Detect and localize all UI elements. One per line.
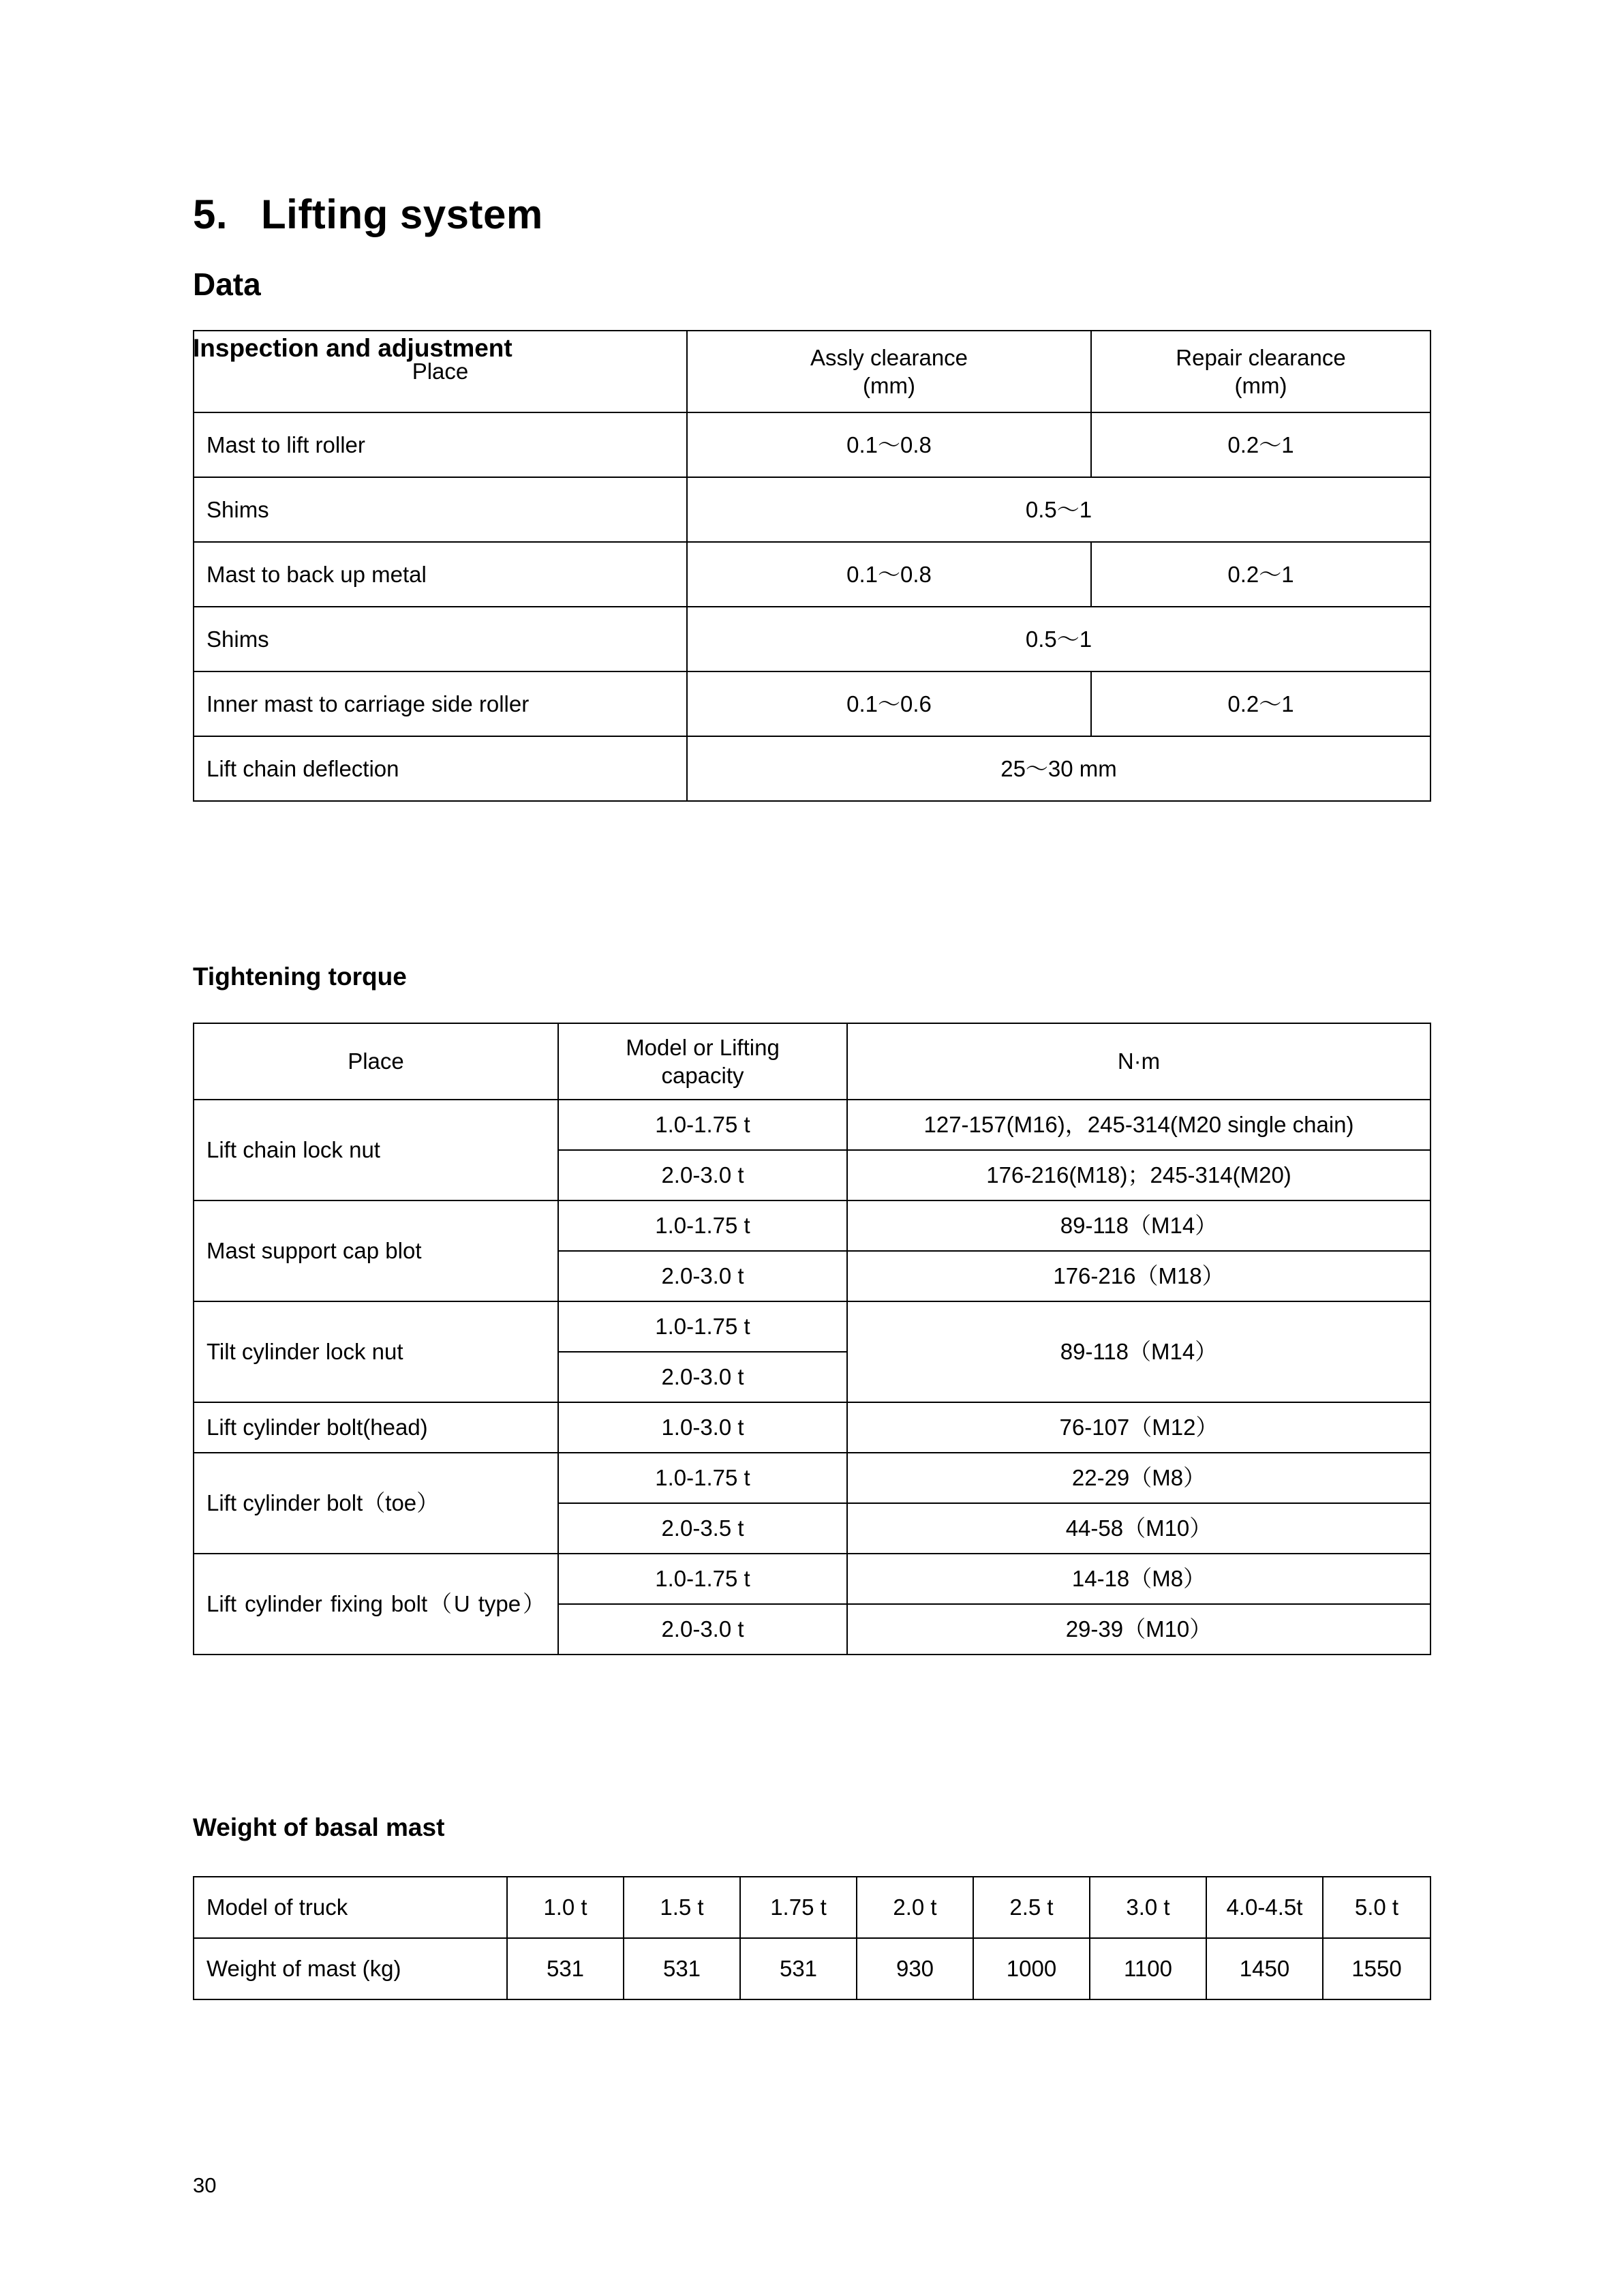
header-place: Place xyxy=(194,331,687,412)
row-label-model-of-truck: Model of truck xyxy=(194,1877,507,1938)
header-assly-unit: (mm) xyxy=(863,373,915,398)
table-header-row xyxy=(194,1023,1430,1100)
table-header-row xyxy=(194,331,1430,412)
inspection-table xyxy=(193,330,1431,802)
header-repair-unit: (mm) xyxy=(1234,373,1287,398)
cell-capacity: 2.0-3.0 t xyxy=(558,1352,847,1402)
cell-model: 4.0-4.5t xyxy=(1206,1877,1323,1938)
cell-place: Tilt cylinder lock nut xyxy=(194,1301,558,1402)
cell-repair: 0.2～1 xyxy=(1091,412,1430,477)
cell-capacity: 1.0-1.75 t xyxy=(558,1100,847,1150)
header-newton-meter: N·m xyxy=(847,1023,1430,1100)
cell-model: 1.75 t xyxy=(740,1877,857,1938)
page-title xyxy=(193,191,543,238)
cell-mass: 531 xyxy=(740,1938,857,1999)
chapter-number: 5. xyxy=(193,192,228,237)
cell-mass: 1100 xyxy=(1090,1938,1206,1999)
cell-place: Mast to lift roller xyxy=(194,412,687,477)
cell-nm: 14-18（M8） xyxy=(847,1554,1430,1604)
cell-mass: 1000 xyxy=(973,1938,1090,1999)
cell-model: 5.0 t xyxy=(1323,1877,1430,1938)
header-capacity xyxy=(558,1023,847,1100)
cell-nm: 176-216(M18)；245-314(M20) xyxy=(847,1150,1430,1200)
header-place: Place xyxy=(194,1023,558,1100)
cell-model: 2.0 t xyxy=(857,1877,973,1938)
subheading-weight-of-basal-mast: Weight of basal mast xyxy=(193,1813,445,1841)
cell-model: 2.5 t xyxy=(973,1877,1090,1938)
table-row xyxy=(194,1100,1430,1150)
header-repair-clearance xyxy=(1091,331,1430,412)
cell-merged-value: 0.5～1 xyxy=(687,607,1430,671)
row-label-weight-of-mast: Weight of mast (kg) xyxy=(194,1938,507,1999)
header-assly-label: Assly clearance xyxy=(810,344,968,370)
cell-place: Lift cylinder fixing bolt（U type） xyxy=(194,1554,558,1655)
table-row xyxy=(194,412,1430,477)
cell-place: Mast support cap blot xyxy=(194,1200,558,1301)
cell-nm: 176-216（M18） xyxy=(847,1251,1430,1301)
table-row xyxy=(194,1453,1430,1503)
cell-model: 1.5 t xyxy=(624,1877,740,1938)
header-repair-label: Repair clearance xyxy=(1176,344,1346,370)
section-heading-data: Data xyxy=(193,267,261,302)
cell-mass: 1450 xyxy=(1206,1938,1323,1999)
page-number: 30 xyxy=(193,2173,217,2197)
table-row xyxy=(194,607,1430,671)
cell-capacity: 1.0-1.75 t xyxy=(558,1301,847,1352)
cell-place: Lift chain deflection xyxy=(194,736,687,801)
cell-capacity: 1.0-1.75 t xyxy=(558,1453,847,1503)
cell-assly: 0.1～0.8 xyxy=(687,412,1091,477)
tightening-torque-table xyxy=(193,1023,1431,1655)
cell-place: Lift cylinder bolt（toe） xyxy=(194,1453,558,1554)
cell-capacity: 2.0-3.5 t xyxy=(558,1503,847,1554)
header-capacity-line1: Model or Lifting xyxy=(626,1034,780,1060)
table-row xyxy=(194,1554,1430,1604)
cell-mass: 531 xyxy=(624,1938,740,1999)
table-row xyxy=(194,1200,1430,1251)
cell-nm: 127-157(M16)，245-314(M20 single chain) xyxy=(847,1100,1430,1150)
cell-mass: 1550 xyxy=(1323,1938,1430,1999)
cell-place: Shims xyxy=(194,607,687,671)
header-assly-clearance xyxy=(687,331,1091,412)
cell-place: Lift cylinder bolt(head) xyxy=(194,1402,558,1453)
cell-capacity: 2.0-3.0 t xyxy=(558,1251,847,1301)
table-row xyxy=(194,542,1430,607)
cell-nm: 76-107（M12） xyxy=(847,1402,1430,1453)
header-capacity-line2: capacity xyxy=(661,1063,744,1088)
table-row xyxy=(194,671,1430,736)
subheading-inspection: Inspection and adjustment xyxy=(193,334,512,362)
cell-capacity: 1.0-1.75 t xyxy=(558,1554,847,1604)
cell-nm: 22-29（M8） xyxy=(847,1453,1430,1503)
cell-capacity: 2.0-3.0 t xyxy=(558,1150,847,1200)
table-row-models xyxy=(194,1877,1430,1938)
cell-assly: 0.1～0.8 xyxy=(687,542,1091,607)
cell-mass: 531 xyxy=(507,1938,624,1999)
weight-of-basal-mast-table xyxy=(193,1876,1431,2000)
cell-nm: 89-118（M14） xyxy=(847,1301,1430,1402)
cell-repair: 0.2～1 xyxy=(1091,542,1430,607)
table-row xyxy=(194,1301,1430,1352)
cell-place: Inner mast to carriage side roller xyxy=(194,671,687,736)
cell-place: Shims xyxy=(194,477,687,542)
cell-place: Lift chain lock nut xyxy=(194,1100,558,1200)
table-row xyxy=(194,736,1430,801)
cell-assly: 0.1～0.6 xyxy=(687,671,1091,736)
cell-capacity: 2.0-3.0 t xyxy=(558,1604,847,1655)
cell-merged-value: 0.5～1 xyxy=(687,477,1430,542)
cell-nm: 44-58（M10） xyxy=(847,1503,1430,1554)
subheading-tightening-torque: Tightening torque xyxy=(193,963,407,991)
cell-mass: 930 xyxy=(857,1938,973,1999)
cell-nm: 29-39（M10） xyxy=(847,1604,1430,1655)
cell-place: Mast to back up metal xyxy=(194,542,687,607)
table-row-masses xyxy=(194,1938,1430,1999)
cell-repair: 0.2～1 xyxy=(1091,671,1430,736)
table-row xyxy=(194,477,1430,542)
cell-nm: 89-118（M14） xyxy=(847,1200,1430,1251)
chapter-title: Lifting system xyxy=(261,192,543,237)
cell-capacity: 1.0-1.75 t xyxy=(558,1200,847,1251)
cell-capacity: 1.0-3.0 t xyxy=(558,1402,847,1453)
cell-merged-value: 25～30 mm xyxy=(687,736,1430,801)
cell-model: 1.0 t xyxy=(507,1877,624,1938)
cell-model: 3.0 t xyxy=(1090,1877,1206,1938)
table-row xyxy=(194,1402,1430,1453)
